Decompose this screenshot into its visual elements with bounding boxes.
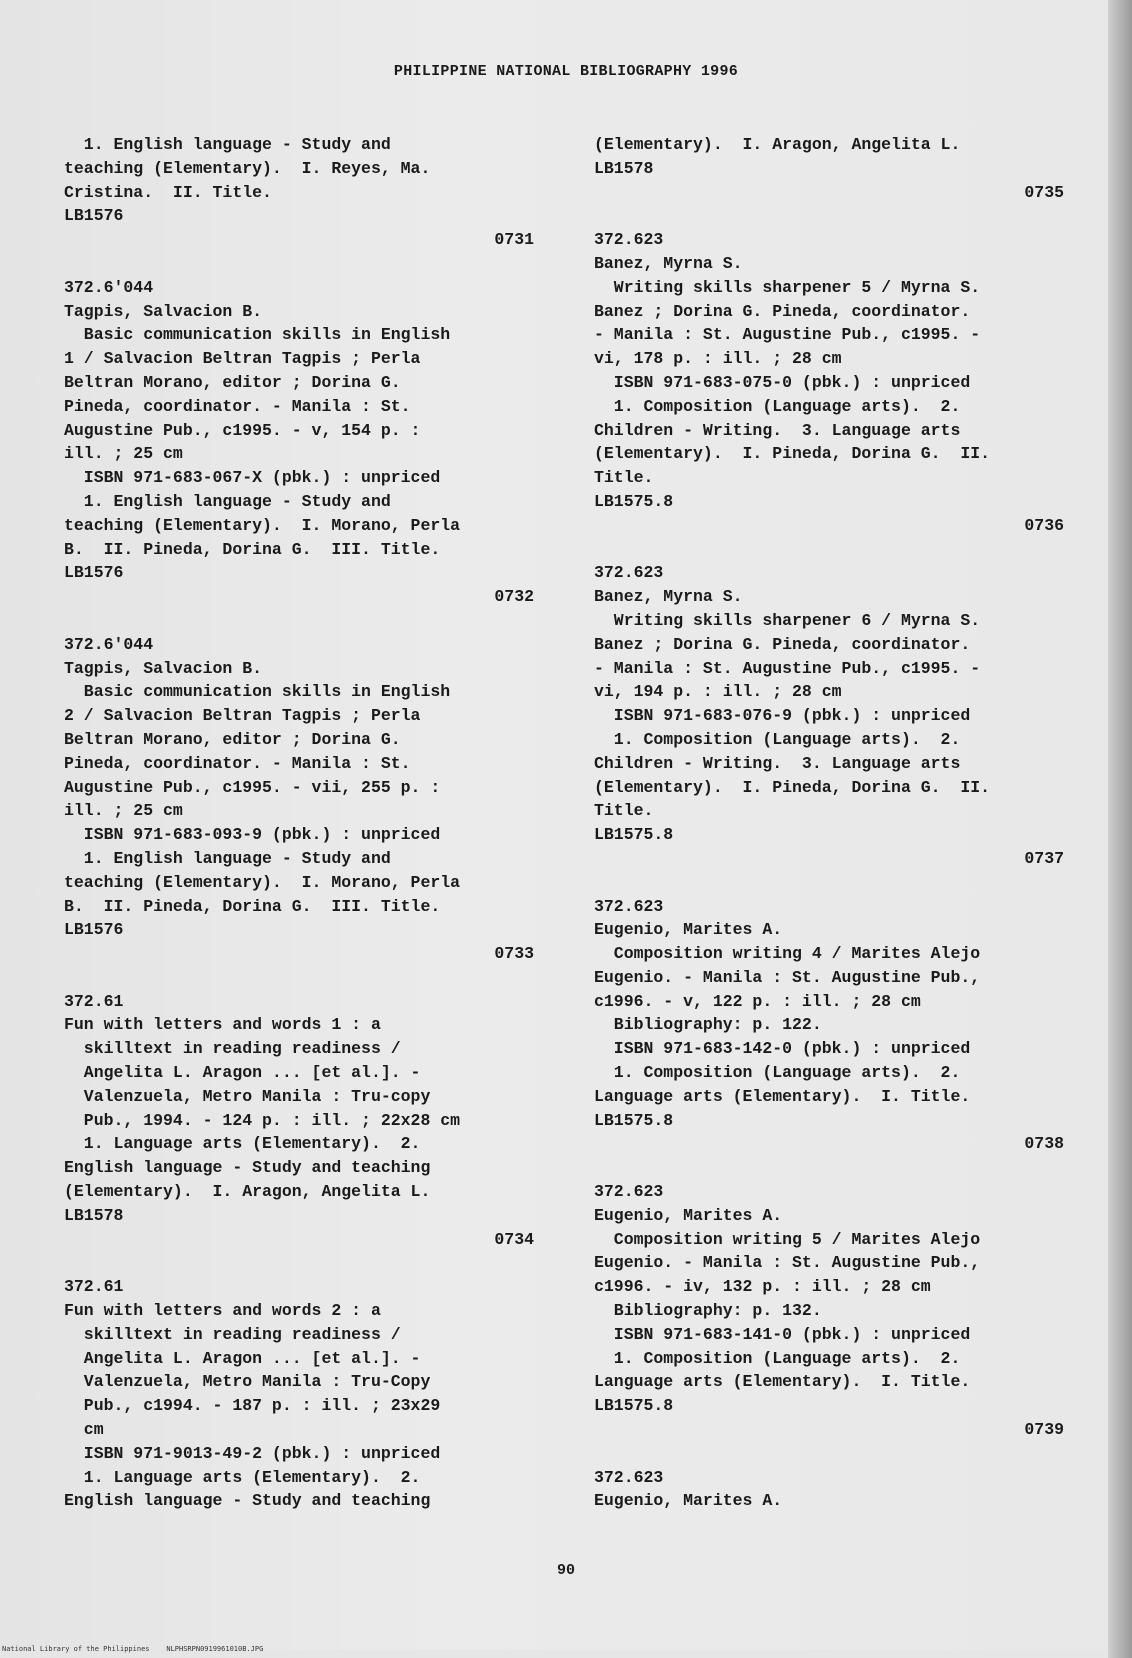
left-column-text-line: Pineda, coordinator. - Manila : St. [64, 396, 411, 416]
right-column-entry-number: 0736 [1024, 515, 1064, 535]
right-column-text-line: c1996. - iv, 132 p. : ill. ; 28 cm [594, 1277, 931, 1297]
left-column-text-line: Tagpis, Salvacion B. [64, 301, 263, 321]
left-column-entry-number: 0734 [494, 1229, 534, 1249]
left-column-text-line: Basic communication skills in English [64, 325, 451, 345]
left-column-text-line: 372.6'044 [64, 634, 154, 654]
left-column-text-line: Basic communication skills in English [64, 682, 451, 702]
left-column-spacer [64, 1251, 534, 1275]
right-column-text-line: Language arts (Elementary). I. Title. [594, 1086, 971, 1106]
left-column-text-line: LB1576 [64, 920, 124, 940]
left-column-text-line: 1. English language - Study and [64, 848, 391, 868]
right-column-text-line: 1. Composition (Language arts). 2. [594, 1348, 961, 1368]
left-column-text-line: LB1576 [64, 206, 124, 226]
right-column-text-line: Writing skills sharpener 6 / Myrna S. [594, 610, 981, 630]
right-column-entry-number: 0735 [1024, 182, 1064, 202]
right-column-entry-number: 0739 [1024, 1420, 1064, 1440]
right-column-text-line: vi, 178 p. : ill. ; 28 cm [594, 349, 842, 369]
left-column-text-line: Fun with letters and words 2 : a [64, 1301, 381, 1321]
left-column-text-line: teaching (Elementary). I. Morano, Perla [64, 872, 461, 892]
left-column-text-line: 1 / Salvacion Beltran Tagpis ; Perla [64, 349, 421, 369]
left-column-text-line: 2 / Salvacion Beltran Tagpis ; Perla [64, 706, 421, 726]
left-column-text-line: ISBN 971-9013-49-2 (pbk.) : unpriced [64, 1443, 441, 1463]
left-column-text-line: 1. Language arts (Elementary). 2. [64, 1134, 421, 1154]
left-column-entry-number: 0733 [494, 944, 534, 964]
right-column-text-line: ISBN 971-683-075-0 (pbk.) : unpriced [594, 372, 971, 392]
left-column-text-line: Tagpis, Salvacion B. [64, 658, 263, 678]
right-column-text-line: 1. Composition (Language arts). 2. [594, 396, 961, 416]
page-header-title: PHILIPPINE NATIONAL BIBLIOGRAPHY 1996 [393, 63, 739, 80]
left-column-text-line: Fun with letters and words 1 : a [64, 1015, 381, 1035]
left-column-text-line: teaching (Elementary). I. Reyes, Ma. [64, 158, 431, 178]
left-column-text-line: 1. English language - Study and [64, 491, 391, 511]
right-column-text-line: ISBN 971-683-076-9 (pbk.) : unpriced [594, 706, 971, 726]
left-column-text-line: (Elementary). I. Aragon, Angelita L. [64, 1182, 431, 1202]
right-column-text-line: (Elementary). I. Pineda, Dorina G. II. [594, 444, 991, 464]
left-column-text-line: Pub., 1994. - 124 p. : ill. ; 22x28 cm [64, 1110, 461, 1130]
left-column-text-line: ISBN 971-683-093-9 (pbk.) : unpriced [64, 825, 441, 845]
right-column-text-line: Composition writing 4 / Marites Alejo [594, 944, 981, 964]
left-column-text-line: Valenzuela, Metro Manila : Tru-copy [64, 1086, 431, 1106]
right-column-text-line: (Elementary). I. Pineda, Dorina G. II. [594, 777, 991, 797]
right-column [594, 133, 1064, 1513]
right-column-text-line: ISBN 971-683-142-0 (pbk.) : unpriced [594, 1039, 971, 1059]
left-column-text-line: teaching (Elementary). I. Morano, Perla [64, 515, 461, 535]
right-column-text-line: 372.623 [594, 230, 664, 250]
left-column-text-line: LB1578 [64, 1205, 124, 1225]
left-column-text-line: ill. ; 25 cm [64, 444, 183, 464]
right-column-text-line: - Manila : St. Augustine Pub., c1995. - [594, 658, 981, 678]
right-column-text-line: Banez ; Dorina G. Pineda, coordinator. [594, 634, 971, 654]
right-column-spacer [594, 1442, 1064, 1466]
left-column-text-line: Pineda, coordinator. - Manila : St. [64, 753, 411, 773]
left-column-text-line: ill. ; 25 cm [64, 801, 183, 821]
left-column-text-line: 1. English language - Study and [64, 135, 391, 154]
right-column-entry-number: 0738 [1024, 1134, 1064, 1154]
left-column-text-line: English language - Study and teaching [64, 1491, 431, 1511]
right-column-text-line: Banez, Myrna S. [594, 587, 743, 607]
right-column-text-line: Eugenio, Marites A. [594, 920, 783, 940]
right-column-text-line: Language arts (Elementary). I. Title. [594, 1372, 971, 1392]
right-column-text-line: Eugenio, Marites A. [594, 1491, 783, 1511]
left-column-text-line: Pub., c1994. - 187 p. : ill. ; 23x29 [64, 1396, 441, 1416]
right-column-spacer [594, 871, 1064, 895]
page-number: 90 [556, 1562, 575, 1579]
right-column-text-line: Title. [594, 468, 654, 488]
left-column-text-line: skilltext in reading readiness / [64, 1324, 401, 1344]
left-column-text-line: English language - Study and teaching [64, 1158, 431, 1178]
left-column-spacer [64, 252, 534, 276]
right-column-entry-number: 0737 [1024, 848, 1064, 868]
right-column-text-line: LB1575.8 [594, 1396, 674, 1416]
right-column-text-line: Banez, Myrna S. [594, 253, 743, 273]
left-column-text-line: Augustine Pub., c1995. - v, 154 p. : [64, 420, 421, 440]
left-column-text-line: cm [64, 1420, 104, 1440]
left-column-text-line: Cristina. II. Title. [64, 182, 272, 202]
right-column-text-line: 372.623 [594, 1467, 664, 1487]
left-column-text-line: ISBN 971-683-067-X (pbk.) : unpriced [64, 468, 441, 488]
right-column-spacer [594, 1156, 1064, 1180]
right-column-spacer [594, 538, 1064, 562]
right-column-text-line: (Elementary). I. Aragon, Angelita L. [594, 135, 961, 154]
right-column-text-line: Banez ; Dorina G. Pineda, coordinator. [594, 301, 971, 321]
right-column-text-line: Bibliography: p. 122. [594, 1015, 822, 1035]
right-column-text-line: Children - Writing. 3. Language arts [594, 420, 961, 440]
right-column-text-line: LB1575.8 [594, 491, 674, 511]
left-column-entry-number: 0732 [494, 587, 534, 607]
scan-credit: National Library of the Philippines NLPHSRPN0919961010B.JPG [2, 1645, 264, 1653]
left-column-text-line: 372.61 [64, 991, 124, 1011]
left-column-spacer [64, 609, 534, 633]
left-column [64, 133, 534, 1513]
left-column-text-line: Angelita L. Aragon ... [et al.]. - [64, 1348, 421, 1368]
page-edge-shadow [1108, 0, 1132, 1658]
left-column-text-line: Angelita L. Aragon ... [et al.]. - [64, 1063, 421, 1083]
right-column-text-line: ISBN 971-683-141-0 (pbk.) : unpriced [594, 1324, 971, 1344]
left-column-spacer [64, 966, 534, 990]
right-column-text-line: 372.623 [594, 896, 664, 916]
right-column-text-line: 1. Composition (Language arts). 2. [594, 1063, 961, 1083]
left-column-text-line: 1. Language arts (Elementary). 2. [64, 1467, 421, 1487]
left-column-text-line: Beltran Morano, editor ; Dorina G. [64, 372, 401, 392]
right-column-text-line: c1996. - v, 122 p. : ill. ; 28 cm [594, 991, 921, 1011]
right-column-text-line: Composition writing 5 / Marites Alejo [594, 1229, 981, 1249]
left-column-text-line: Valenzuela, Metro Manila : Tru-Copy [64, 1372, 431, 1392]
right-column-text-line: Children - Writing. 3. Language arts [594, 753, 961, 773]
right-column-text-line: LB1575.8 [594, 1110, 674, 1130]
right-column-text-line: vi, 194 p. : ill. ; 28 cm [594, 682, 842, 702]
right-column-spacer [594, 204, 1064, 228]
right-column-text-line: LB1575.8 [594, 825, 674, 845]
left-column-text-line: LB1576 [64, 563, 124, 583]
left-column-text-line: B. II. Pineda, Dorina G. III. Title. [64, 896, 441, 916]
left-column-entry-number: 0731 [494, 230, 534, 250]
right-column-text-line: - Manila : St. Augustine Pub., c1995. - [594, 325, 981, 345]
right-column-text-line: Eugenio. - Manila : St. Augustine Pub., [594, 967, 981, 987]
left-column-text-line: Augustine Pub., c1995. - vii, 255 p. : [64, 777, 441, 797]
right-column-text-line: Eugenio. - Manila : St. Augustine Pub., [594, 1253, 981, 1273]
left-column-text-line: 372.61 [64, 1277, 124, 1297]
left-column-text-line: skilltext in reading readiness / [64, 1039, 401, 1059]
right-column-text-line: 1. Composition (Language arts). 2. [594, 729, 961, 749]
right-column-text-line: 372.623 [594, 563, 664, 583]
right-column-text-line: 372.623 [594, 1182, 664, 1202]
right-column-text-line: Title. [594, 801, 654, 821]
right-column-text-line: Bibliography: p. 132. [594, 1301, 822, 1321]
right-column-text-line: Writing skills sharpener 5 / Myrna S. [594, 277, 981, 297]
right-column-text-line: Eugenio, Marites A. [594, 1205, 783, 1225]
left-column-text-line: B. II. Pineda, Dorina G. III. Title. [64, 539, 441, 559]
left-column-text-line: 372.6'044 [64, 277, 154, 297]
left-column-text-line: Beltran Morano, editor ; Dorina G. [64, 729, 401, 749]
right-column-text-line: LB1578 [594, 158, 654, 178]
